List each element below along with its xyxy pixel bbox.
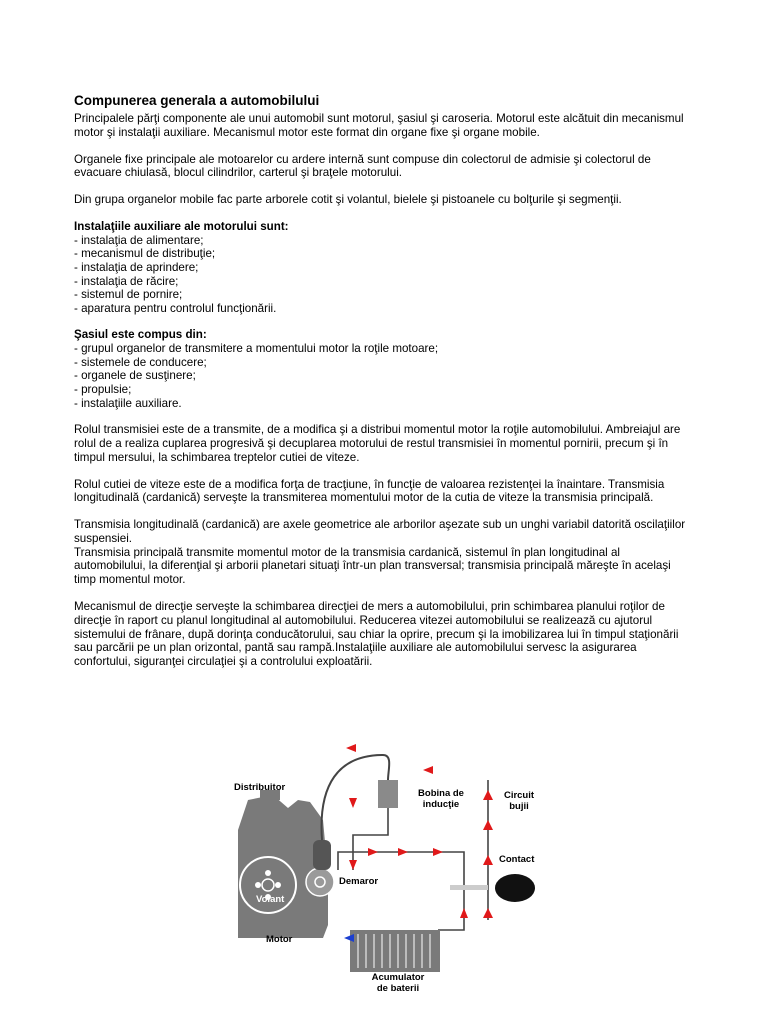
page-title: Compunerea generala a automobilului [74,93,320,108]
aux-list [74,234,694,316]
paragraph-cardan: Transmisia longitudinală (cardanică) are axele geometrice ale arborilor aşezate sub un unghi variabil datorită oscilaţiilor suspensiei. [74,518,686,545]
label-volant: Volant [256,894,285,905]
list-item: - aparatura pentru controlul funcţionării. [74,301,277,315]
label-bobina-line1: Bobina de [418,788,464,799]
chassis-list [74,342,694,410]
label-circuit [490,790,548,812]
label-contact: Contact [499,854,535,865]
label-bobina-line2: inducţie [422,799,460,810]
ignition-diagram-svg [228,740,548,1002]
list-item: - propulsie; [74,382,132,396]
list-item: - sistemele de conducere; [74,355,207,369]
label-motor: Motor [266,934,293,945]
label-circuit-line1: Circuit [503,790,535,801]
list-item: - mecanismul de distribuţie; [74,247,216,261]
aux-heading: Instalaţiile auxiliare ale motorului sunt: [74,219,289,233]
list-item: - instalaţia de aprindere; [74,260,199,274]
list-item: - organele de susţinere; [74,369,196,383]
acumulator-battery [350,930,440,972]
list-item: - instalaţiile auxiliare. [74,396,182,410]
paragraph-mobile-parts: Din grupa organelor mobile fac parte arborele cotit şi volantul, bielele şi pistoanele cu bolţurile şi segmenţii. [74,193,622,207]
label-acumulator-line2: de baterii [376,983,420,994]
paragraph-steering: Mecanismul de direcţie serveşte la schimbarea direcţiei de mers a automobilului, prin schimbarea planului roţilor de direcţie în raport cu planul longitudinal al automobilului. Reducerea vitezei automobilului se realizează cu ajutorul sistemului de frânare, după dorinţa conducătorului, sau chiar la oprire, precum şi la imobilizarea lui în timpul staţionării sau parcării pe un plan orizontal, pantă sau rampă.Instalaţiile auxiliare ale automobilului servesc la asigurarea confortului, siguranţei circulaţiei şi a controlului exploatării. [74,600,679,669]
paragraph-main-transmission: Transmisia principală transmite momentul motor de la transmisia cardanică, sistemul în plan longitudinal al automobilului, la diferenţial şi arborii planetari situaţi într-un plan transversal; transmisia principală măreşte în acelaşi timp momentul motor. [74,545,671,587]
bobina-coil [378,780,398,808]
paragraph-gearbox: Rolul cutiei de viteze este de a modifica forţa de tracţiune, în funcţie de valoarea rezistenţei la înaintare. Transmisia longitudinală (cardanică) serveşte la transmiterea momentului motor de la cutia de viteze la transmisia principală. [74,477,665,505]
label-acumulator-line1: Acumulator [371,972,425,983]
label-demaror: Demaror [339,876,379,887]
paragraph-intro: Principalele părţi componente ale unui automobil sunt motorul, şasiul şi caroseria. Motorul este alcătuit din mecanismul motor şi instalaţii auxiliare. Mecanismul motor este format din organe fixe şi organe mobile. [74,112,684,139]
contact-key-shaft [450,885,488,890]
label-bobina [406,788,476,810]
wire-main [338,852,464,930]
ignition-diagram [228,740,548,1002]
label-acumulator [358,972,438,994]
distribuitor-body [313,840,331,870]
wire-coil [353,808,388,870]
list-item: - grupul organelor de transmitere a momentului motor la roţile motoare; [74,342,439,356]
label-distribuitor: Distribuitor [234,782,286,793]
demaror-gear [306,868,334,896]
blue-arrow [344,934,354,942]
chassis-heading: Şasiul este compus din: [74,328,207,342]
paragraph-fixed-parts: Organele fixe principale ale motoarelor cu ardere internă sunt compuse din colectorul de admisie şi colectorul de evacuare chiulasă, blocul cilindrilor, carterul şi braţele motorului. [74,152,651,180]
paragraph-transmission: Rolul transmisiei este de a transmite, de a modifica şi a distribui momentul motor la roţile automobilului. Ambreiajul are rolul de a realiza cuplarea progresivă şi decuplarea motorului de restul transmisiei în momentul pornirii, precum şi în timpul mersului, la schimbarea treptelor cutiei de viteze. [74,423,681,464]
label-circuit-line2: bujii [509,801,529,812]
document-page [74,93,694,669]
list-item: - sistemul de pornire; [74,288,183,302]
list-item: - instalaţia de alimentare; [74,233,204,247]
current-arrows [346,744,493,918]
list-item: - instalaţia de răcire; [74,274,179,288]
contact-key-head [495,874,535,902]
